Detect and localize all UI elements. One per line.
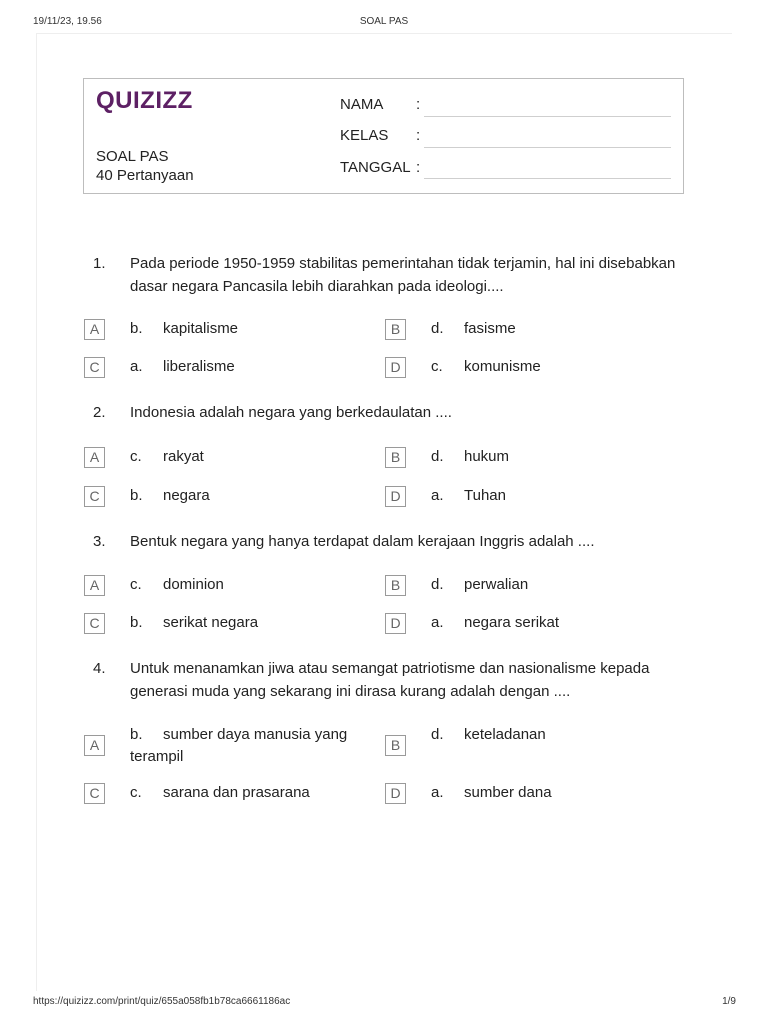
question-count: 40 Pertanyaan: [96, 167, 194, 184]
page-number: 1/9: [722, 996, 736, 1007]
option-c: [130, 485, 360, 507]
class-label: KELAS: [340, 127, 389, 144]
option-box-c[interactable]: C: [84, 783, 105, 804]
option-box-b[interactable]: B: [385, 735, 406, 756]
option-box-d[interactable]: D: [385, 486, 406, 507]
question-text: Untuk menanamkan jiwa atau semangat patriotisme dan nasionalisme kepada generasi muda yang sekarang ini dirasa kurang adalah dengan ....: [130, 660, 650, 700]
option-box-a[interactable]: A: [84, 735, 105, 756]
option-letter: c.: [130, 576, 142, 593]
option-b: [431, 724, 671, 746]
option-text: serikat negara: [163, 614, 259, 631]
name-label: NAMA: [340, 96, 384, 113]
option-text: sarana dan prasarana: [163, 784, 310, 801]
option-a: [130, 724, 362, 768]
option-d: [431, 782, 671, 804]
option-text: perwalian: [464, 576, 529, 593]
option-a: [130, 446, 360, 468]
option-letter: b.: [130, 487, 143, 504]
option-letter: a.: [130, 358, 143, 375]
option-c: [130, 612, 360, 634]
option-d: [431, 612, 671, 634]
option-text: kapitalisme: [163, 320, 239, 337]
quiz-title: SOAL PAS: [96, 148, 169, 165]
option-letter: b.: [130, 726, 143, 743]
option-text: sumber dana: [464, 784, 552, 801]
print-title: SOAL PAS: [359, 16, 409, 27]
option-letter: c.: [130, 784, 142, 801]
page-left-divider: [36, 33, 37, 991]
class-field[interactable]: [424, 147, 671, 148]
option-box-b[interactable]: B: [385, 575, 406, 596]
option-letter: b.: [130, 614, 143, 631]
option-d: [431, 485, 671, 507]
option-box-c[interactable]: C: [84, 486, 105, 507]
quiz-header-box: [83, 78, 684, 194]
page-top-divider: [36, 33, 732, 34]
option-b: [431, 446, 671, 468]
option-box-d[interactable]: D: [385, 613, 406, 634]
option-box-c[interactable]: C: [84, 357, 105, 378]
question-text: Bentuk negara yang hanya terdapat dalam kerajaan Inggris adalah ....: [130, 533, 595, 550]
name-colon: :: [416, 96, 421, 113]
option-box-d[interactable]: D: [385, 357, 406, 378]
option-letter: c.: [431, 358, 443, 375]
question-text: Pada periode 1950-1959 stabilitas pemerintahan tidak terjamin, hal ini disebabkan dasar negara Pancasila lebih diarahkan pada ideologi....: [130, 255, 676, 295]
option-text: keteladanan: [464, 726, 546, 743]
class-colon: :: [416, 127, 421, 144]
option-text: sumber daya manusia yang terampil: [130, 726, 348, 765]
date-field[interactable]: [424, 178, 671, 179]
question-number: 3.: [93, 533, 106, 550]
option-text: dominion: [163, 576, 224, 593]
question-number: 2.: [93, 404, 106, 421]
option-a: [130, 574, 360, 596]
option-text: hukum: [464, 448, 510, 465]
option-c: [130, 356, 360, 378]
option-box-a[interactable]: A: [84, 575, 105, 596]
option-letter: b.: [130, 320, 143, 337]
option-letter: d.: [431, 726, 444, 743]
option-text: rakyat: [163, 448, 204, 465]
question-number: 4.: [93, 660, 106, 677]
option-b: [431, 574, 671, 596]
option-box-b[interactable]: B: [385, 319, 406, 340]
question-text: Indonesia adalah negara yang berkedaulatan ....: [130, 404, 452, 421]
question-number: 1.: [93, 255, 106, 272]
option-text: fasisme: [464, 320, 516, 337]
option-letter: a.: [431, 614, 444, 631]
option-c: [130, 782, 360, 804]
option-letter: a.: [431, 784, 444, 801]
option-box-a[interactable]: A: [84, 447, 105, 468]
option-letter: c.: [130, 448, 142, 465]
option-letter: d.: [431, 576, 444, 593]
option-text: Tuhan: [464, 487, 506, 504]
option-text: komunisme: [464, 358, 541, 375]
date-label: TANGGAL: [340, 159, 411, 176]
date-colon: :: [416, 159, 421, 176]
option-box-d[interactable]: D: [385, 783, 406, 804]
option-box-c[interactable]: C: [84, 613, 105, 634]
option-text: negara: [163, 487, 210, 504]
quizizz-logo: QUIZIZZ: [96, 87, 193, 114]
name-field[interactable]: [424, 116, 671, 117]
option-box-a[interactable]: A: [84, 319, 105, 340]
option-b: [431, 318, 671, 340]
option-letter: a.: [431, 487, 444, 504]
option-text: liberalisme: [163, 358, 235, 375]
option-text: negara serikat: [464, 614, 560, 631]
option-letter: d.: [431, 320, 444, 337]
print-url: https://quizizz.com/print/quiz/655a058fb1b78ca6661186ac: [33, 996, 291, 1007]
option-d: [431, 356, 671, 378]
option-box-b[interactable]: B: [385, 447, 406, 468]
option-a: [130, 318, 360, 340]
print-datetime: 19/11/23, 19.56: [33, 16, 102, 27]
option-letter: d.: [431, 448, 444, 465]
